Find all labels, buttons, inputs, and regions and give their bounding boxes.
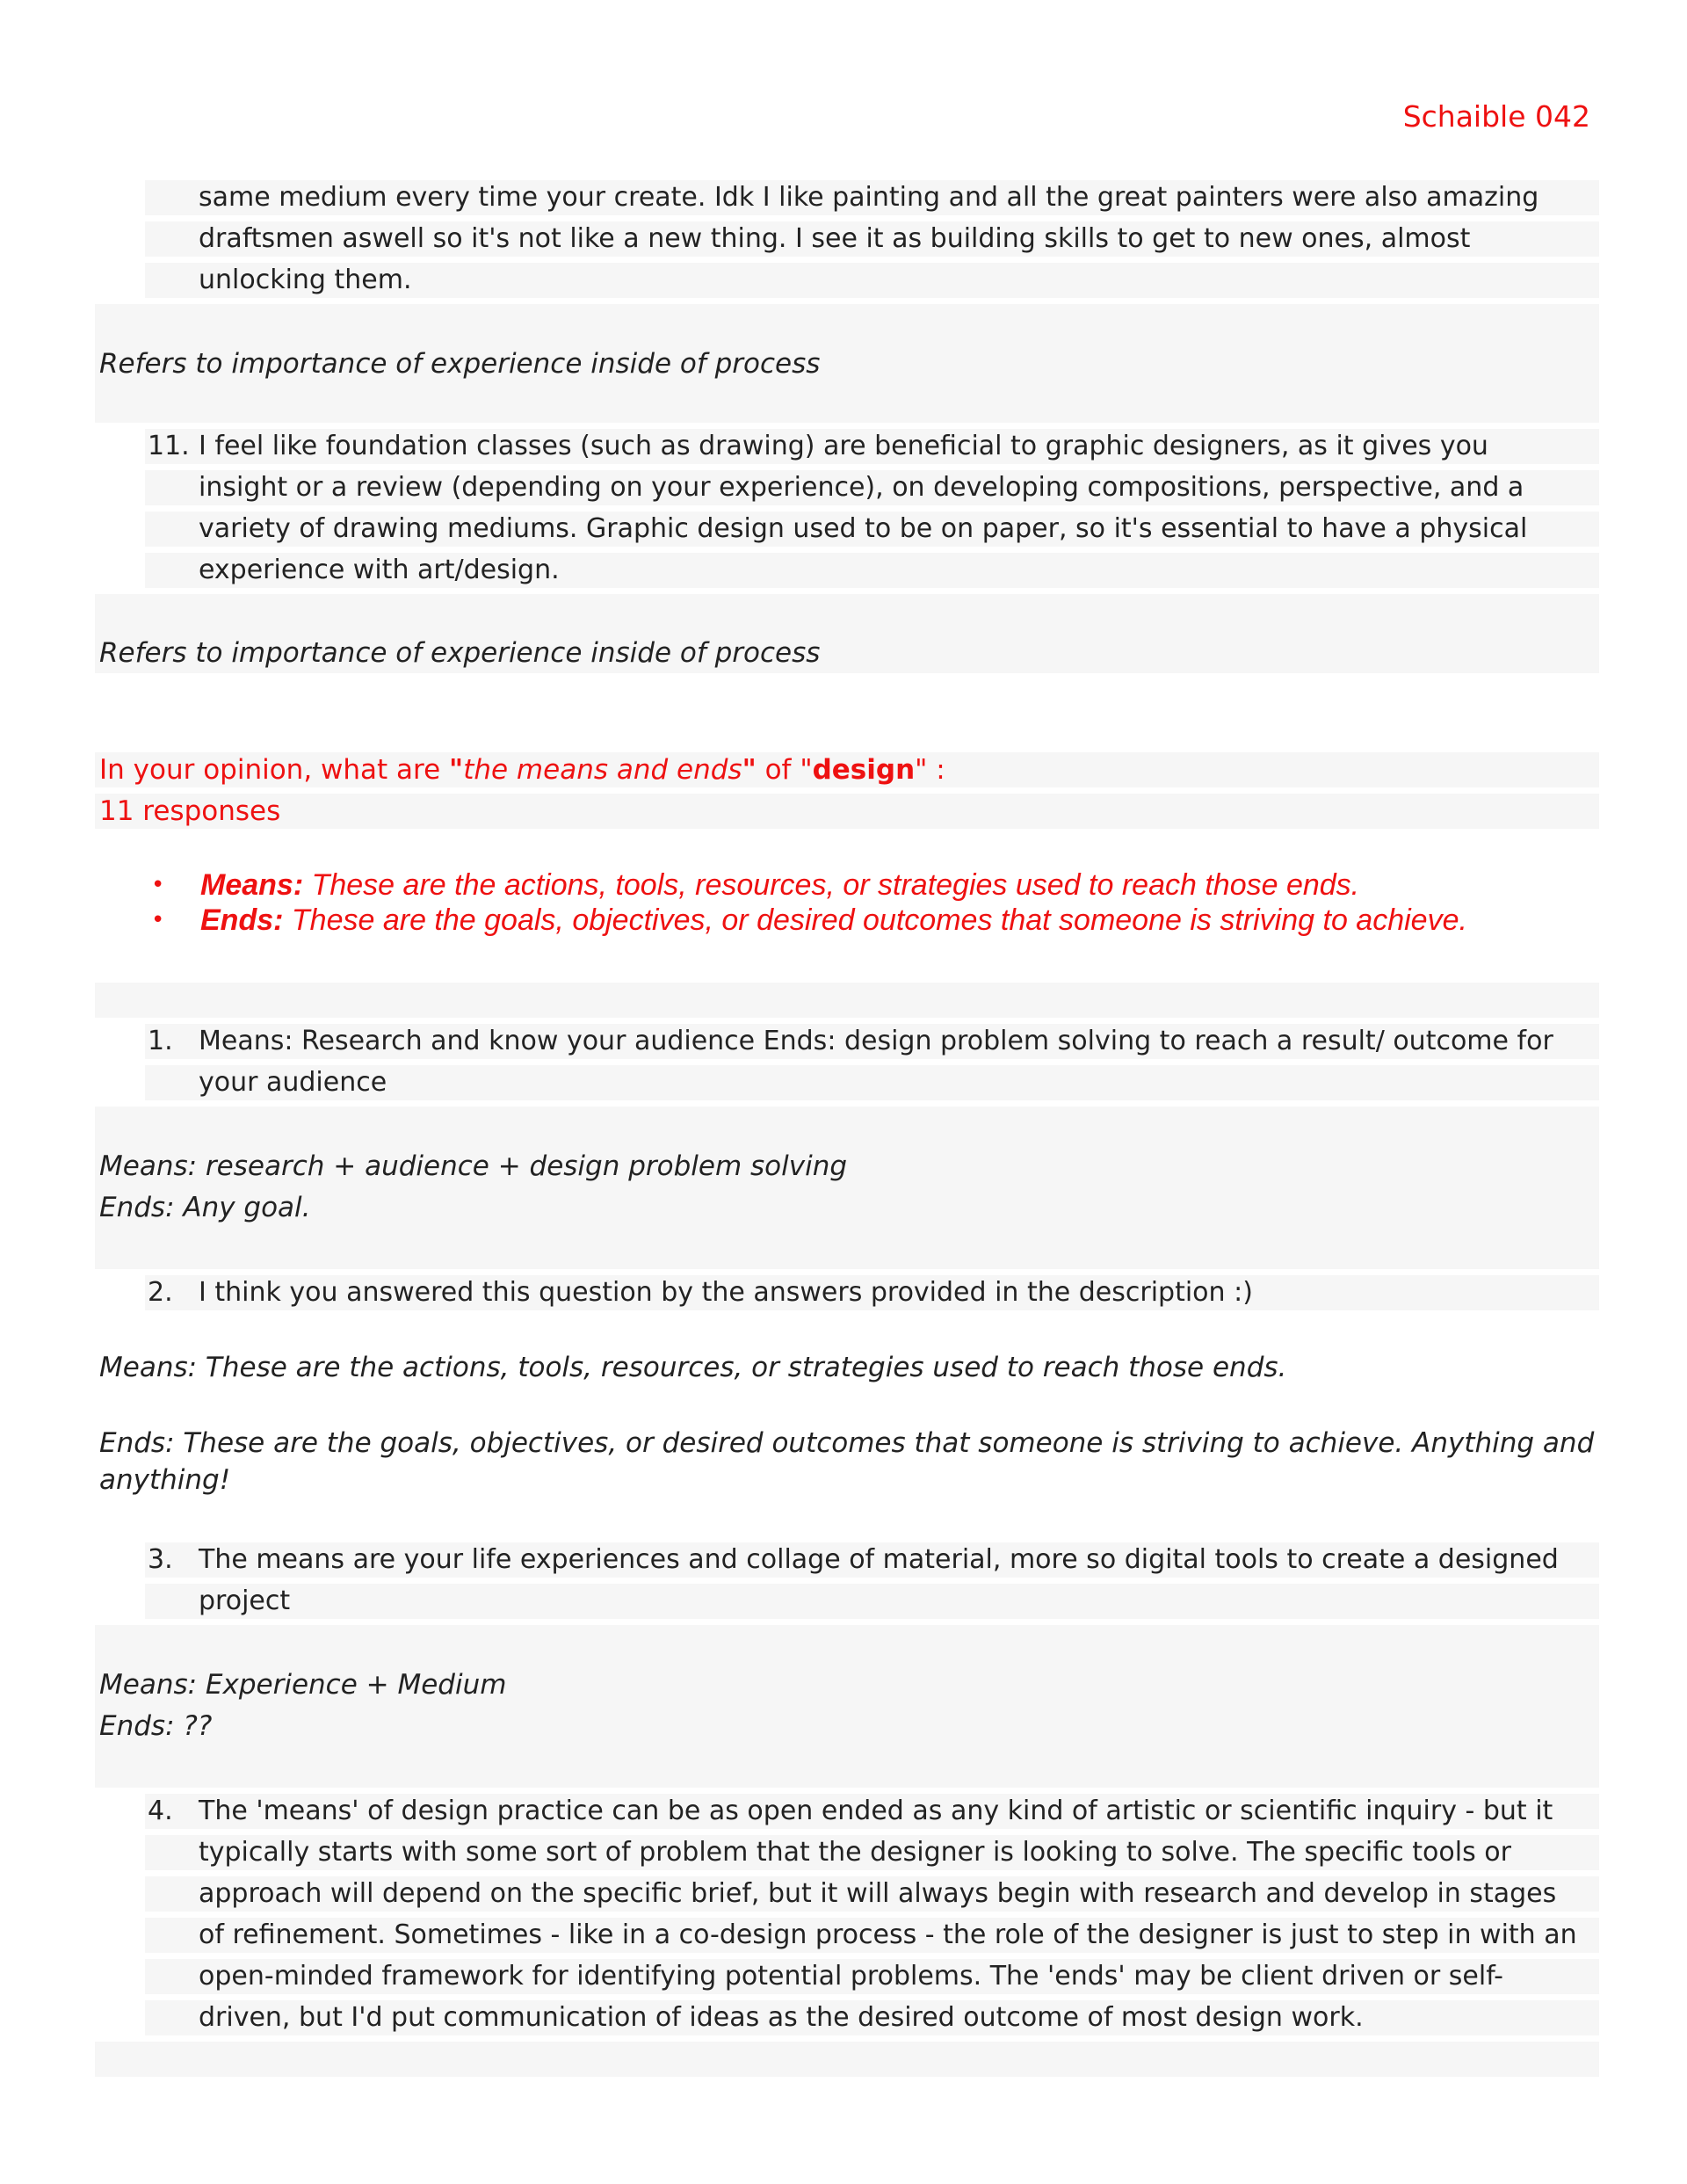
list-item-line: draftsmen aswell so it's not like a new thing. I see it as building skills to get to new ones, almost [199,223,1471,254]
question-suffix: " : [915,754,945,786]
annotation-note: Ends: These are the goals, objectives, or desired outcomes that someone is striving to achieve. Anything and [99,1427,1595,1459]
list-item-number: 1. [148,1026,173,1056]
list-item-line: The 'means' of design practice can be as open ended as any kind of artistic or scientific inquiry - but it [199,1796,1553,1826]
annotation-note: Means: Experience + Medium [99,1669,507,1701]
annotation-note: Means: research + audience + design problem solving [99,1150,848,1182]
question-middle: of " [756,754,813,786]
list-item-line: unlocking them. [199,265,412,295]
list-item-line: same medium every time your create. Idk I like painting and all the great painters were also amazing [199,182,1539,213]
question-phrase: the means and ends [463,754,742,786]
list-item-line: insight or a review (depending on your experience), on developing compositions, perspective, and a [199,472,1524,503]
annotation-note: Means: These are the actions, tools, resources, or strategies used to reach those ends. [99,1352,1287,1383]
annotation-note: Ends: ?? [99,1710,213,1742]
shade-band [95,1107,1599,1269]
response-count: 11 responses [99,795,281,827]
page-label: Schaible 042 [1402,99,1590,134]
list-item-line: The means are your life experiences and collage of material, more so digital tools to create a designed [199,1544,1559,1575]
annotation-note: Refers to importance of experience inside of process [99,348,821,380]
list-item-line: typically starts with some sort of problem that the designer is looking to solve. The specific tools or [199,1837,1511,1868]
list-item-number: 4. [148,1796,173,1826]
question-close-quote: " [742,754,757,786]
list-item-number: 11. [148,431,190,461]
list-item-line: of refinement. Sometimes - like in a co-design process - the role of the designer is just to step in with an [199,1919,1577,1950]
list-item-line: open-minded framework for identifying potential problems. The 'ends' may be client driven or self- [199,1961,1503,1992]
definition-text: These are the actions, tools, resources, or strategies used to reach those ends. [303,868,1360,902]
shade-band [95,983,1599,1018]
definition-term: Ends: [200,903,284,937]
definition-term: Means: [200,868,304,902]
annotation-note: Ends: Any goal. [99,1192,311,1223]
shade-band [95,794,1599,829]
bullet-icon: • [151,872,165,898]
annotation-note: Refers to importance of experience inside of process [99,637,821,669]
shade-band [145,1584,1599,1619]
list-item-line: I think you answered this question by the answers provided in the description :) [199,1277,1253,1308]
shade-band [95,2042,1599,2077]
question-prefix: In your opinion, what are [99,754,450,786]
shade-band [95,1625,1599,1788]
survey-question [99,751,945,788]
definition-text: These are the goals, objectives, or desired outcomes that someone is striving to achieve. [283,903,1467,937]
list-item-line: approach will depend on the specific brief, but it will always begin with research and develop in stages [199,1878,1557,1909]
list-item-line: project [199,1585,291,1616]
annotation-note: anything! [99,1464,231,1496]
list-item-line: variety of drawing mediums. Graphic design used to be on paper, so it's essential to have a physical [199,513,1528,544]
list-item-number: 3. [148,1544,173,1575]
list-item-line: driven, but I'd put communication of ideas as the desired outcome of most design work. [199,2002,1364,2033]
question-open-quote: " [449,754,464,786]
list-item-line: I feel like foundation classes (such as drawing) are beneficial to graphic designers, as it gives you [199,431,1488,461]
list-item-number: 2. [148,1277,173,1308]
question-subject: design [812,754,916,786]
list-item-line: Means: Research and know your audience Ends: design problem solving to reach a result/ outcome for [199,1026,1553,1056]
definition-ends [200,902,1467,939]
definition-means [200,867,1359,903]
list-item-line: experience with art/design. [199,555,560,585]
bullet-icon: • [151,907,165,933]
list-item-line: your audience [199,1067,387,1098]
